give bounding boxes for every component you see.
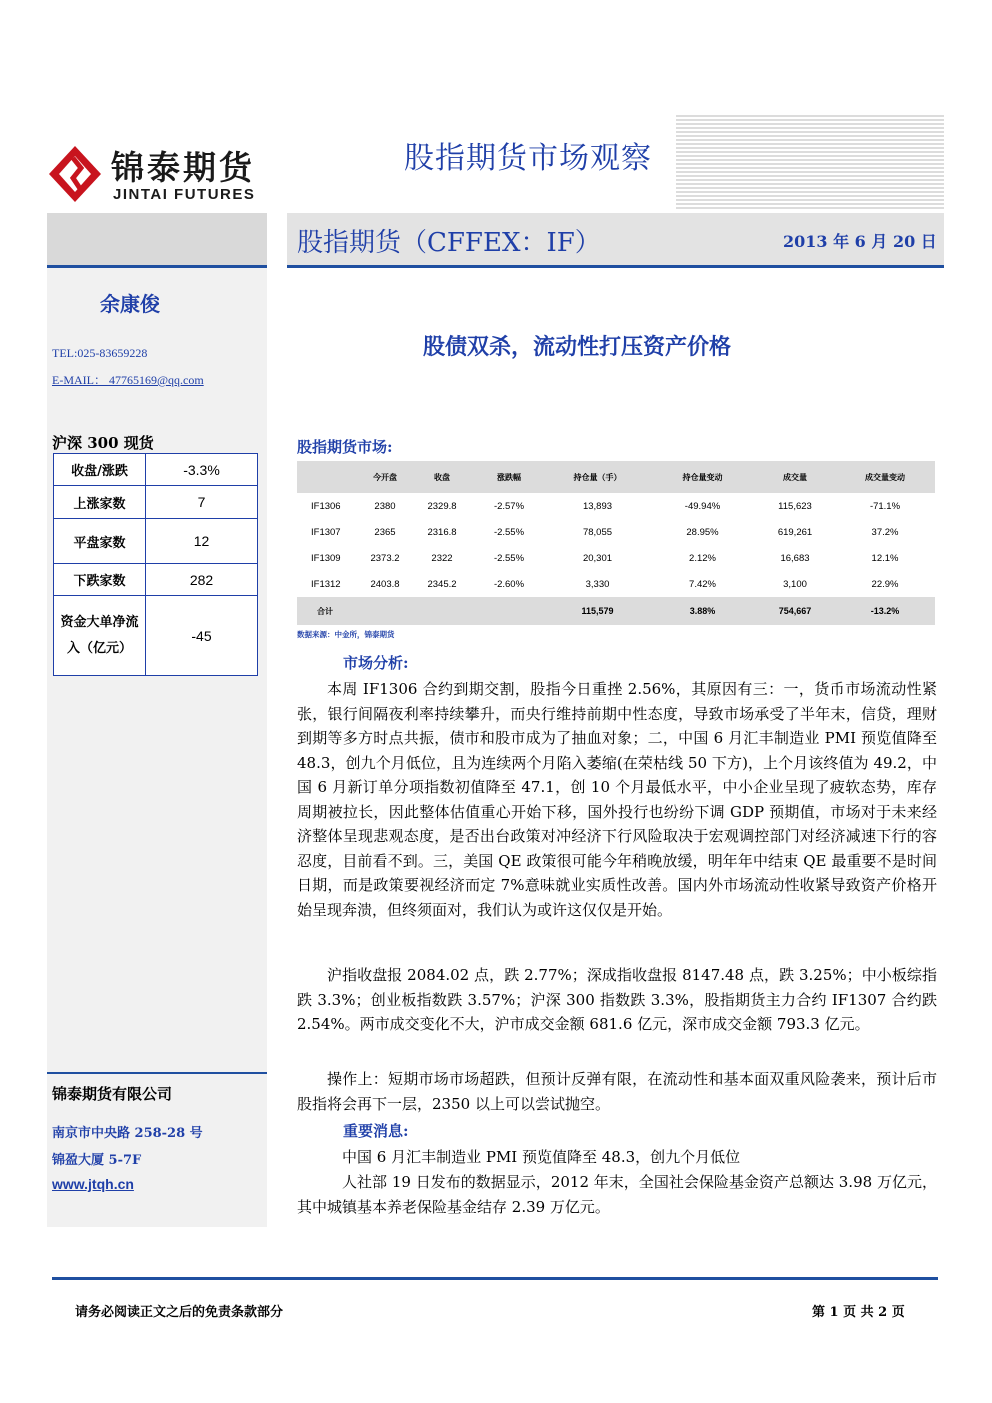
table-cell: -2.55% (493, 526, 525, 538)
table-cell: 2345.2 (427, 578, 457, 590)
table-cell: -49.94% (684, 500, 721, 512)
table-cell: 2380 (374, 500, 396, 512)
table-cell: 2322 (431, 552, 453, 564)
table-row (297, 493, 935, 519)
analysis-paragraph: 沪指收盘报 2084.02 点，跌 2.77%；深成指收盘报 8147.48 点，跌 3.25%；中小板综指跌 3.3%；创业板指数跌 3.57%；沪深 300 指数跌 3.3%，股指期货主力合约 IF1307 合约跌 2.54%。两市成交变化不大，沪市成交金额 681.6 亿元，深市成交金额 793.3 亿元。 (297, 966, 937, 1033)
table-cell: 13,893 (582, 500, 613, 512)
csi-row (54, 564, 258, 596)
table-row (297, 519, 935, 545)
table-cell: IF1307 (311, 526, 341, 538)
column-header: 成交量 (755, 461, 835, 493)
analyst-tel: TEL:025-83659228 (52, 346, 148, 360)
table-cell: IF1306 (311, 500, 341, 512)
company-logo (47, 140, 277, 210)
table-cell: -2.60% (493, 578, 525, 590)
company-address-line2: 锦盈大厦 5-7F (52, 1153, 142, 1168)
analysis-paragraph: 本周 IF1306 合约到期交割，股指今日重挫 2.56%，其原因有三：一，货币市场流动性紧张，银行间隔夜利率持续攀升，而央行维持前期中性态度，导致市场承受了半年末，信贷，理财到期等多方时点共振，债市和股市成为了抽血对象；二，中国 6 月汇丰制造业 PMI 预览值降至 48.3，创九个月低位，且为连续两个月陷入萎缩(在荣枯线 50 下方)，上个月该终值为 49.2，中国 6 月新订单分项指数初值降至 47.1，创 10 个月最低水平，中小企业呈现了疲软态势，库存周期被拉长，因此整体估值重心开始下移，国外投行也纷纷下调 GDP 预期值，市场对于未来经济整体呈现悲观态度，是否出台政策对冲经济下行风险取决于宏观调控部门对经济减速下行的容忍度，目前看不到。三，美国 QE 政策很可能今年稍晚放缓，明年年中结束 QE 最重要不是时间日期，而是政策要视经济而定 7%意味就业实质性改善。国内外市场流动性收紧导致资产价格开始呈现奔溃，但终须面对，我们认为或许这仅仅是开始。 (297, 680, 937, 919)
table-cell: IF1312 (311, 578, 341, 590)
table-cell: -71.1% (869, 500, 901, 512)
table-cell: 3,330 (585, 578, 610, 590)
table-cell (359, 597, 411, 625)
csi-key: 资金大单净流入（亿元） (54, 596, 146, 676)
sidebar (47, 213, 267, 1227)
table-cell: 7.42% (689, 578, 716, 590)
report-date: 2013 年 6 月 20 日 (783, 232, 937, 251)
sidebar-divider (47, 1072, 267, 1074)
table-cell: 115,579 (545, 597, 650, 625)
table-header-row (297, 461, 935, 493)
csi-key: 上涨家数 (54, 486, 146, 519)
column-header: 持仓量（手） (545, 461, 650, 493)
column-header: 涨跌幅 (473, 461, 545, 493)
table-cell: 合计 (297, 597, 359, 625)
table-cell: 20,301 (582, 552, 613, 564)
csi-value: 282 (146, 564, 258, 596)
report-title: 股指期货市场观察 (404, 141, 652, 176)
header-decoration (676, 115, 944, 210)
csi-value: 12 (146, 519, 258, 564)
table-cell: 2373.2 (370, 552, 400, 564)
table-cell: 37.2% (871, 526, 899, 538)
csi300-table (53, 453, 258, 676)
news-item: 中国 6 月汇丰制造业 PMI 预览值降至 48.3，创九个月低位 (342, 1148, 741, 1166)
article-headline: 股债双杀，流动性打压资产价格 (422, 334, 731, 360)
logo-chinese-text: 锦泰期货 (111, 148, 255, 187)
sidebar-header-bar (47, 213, 267, 268)
table-cell: IF1309 (311, 552, 341, 564)
csi-key: 下跌家数 (54, 564, 146, 596)
analysis-paragraph: 操作上：短期市场市场超跌，但预计反弹有限，在流动性和基本面双重风险袭来，预计后市股指将会再下一层，2350 以上可以尝试抛空。 (297, 1070, 937, 1113)
jintai-logo-icon (47, 144, 103, 204)
table-cell: 2.12% (689, 552, 716, 564)
table-total-row (297, 597, 935, 625)
company-name: 锦泰期货有限公司 (52, 1085, 173, 1103)
table-cell: 2316.8 (427, 526, 457, 538)
analysis-section-label: 市场分析: (343, 654, 409, 672)
table-cell: 12.1% (871, 552, 899, 564)
table-cell: 78,055 (582, 526, 613, 538)
data-source-note: 数据来源：中金所，锦泰期货 (297, 630, 395, 639)
table-cell: 3.88% (650, 597, 755, 625)
table-cell: -13.2% (835, 597, 935, 625)
company-address-line1: 南京市中央路 258-28 号 (52, 1126, 203, 1141)
footer-page-number: 第 1 页 共 2 页 (812, 1305, 905, 1320)
column-header: 成交量变动 (835, 461, 935, 493)
csi-key: 收盘/涨跌 (54, 454, 146, 486)
table-cell: 619,261 (777, 526, 813, 538)
logo-english-text: JINTAI FUTURES (113, 186, 256, 203)
footer-divider (52, 1277, 938, 1280)
company-website-link[interactable]: www.jtqh.cn (52, 1176, 134, 1192)
market-section-label: 股指期货市场: (297, 438, 393, 456)
footer-disclaimer: 请务必阅读正文之后的免责条款部分 (75, 1305, 284, 1320)
futures-table (297, 461, 935, 625)
table-cell: 2329.8 (427, 500, 457, 512)
contract-label: 股指期货（CFFEX：IF） (297, 228, 601, 258)
table-cell: 22.9% (871, 578, 899, 590)
table-row (297, 571, 935, 597)
table-cell: 2403.8 (370, 578, 400, 590)
table-cell (411, 597, 473, 625)
table-cell: 28.95% (686, 526, 719, 538)
column-header: 收盘 (411, 461, 473, 493)
analyst-email-link[interactable]: E-MAIL： 47765169@qq.com (52, 373, 204, 387)
table-row (297, 545, 935, 571)
table-cell: 3,100 (783, 578, 807, 590)
csi-value: 7 (146, 486, 258, 519)
table-cell: 115,623 (778, 500, 812, 512)
column-header: 今开盘 (359, 461, 411, 493)
analyst-name: 余康俊 (100, 292, 160, 316)
csi-key: 平盘家数 (54, 519, 146, 564)
csi-row (54, 486, 258, 519)
column-header: 持仓量变动 (650, 461, 755, 493)
csi-row (54, 596, 258, 676)
table-cell: 16,683 (780, 552, 810, 564)
table-cell: -2.57% (493, 500, 525, 512)
csi-value: -3.3% (146, 454, 258, 486)
csi-row (54, 519, 258, 564)
column-header (297, 461, 359, 493)
table-cell: 754,667 (755, 597, 835, 625)
news-item: 人社部 19 日发布的数据显示，2012 年末，全国社会保险基金资产总额达 3.98 万亿元，其中城镇基本养老保险基金结存 2.39 万亿元。 (297, 1173, 937, 1216)
table-cell (473, 597, 545, 625)
csi300-title: 沪深 300 现货 (52, 434, 154, 452)
table-cell: 2365 (374, 526, 396, 538)
csi-value: -45 (146, 596, 258, 676)
table-cell: -2.55% (493, 552, 525, 564)
news-section-label: 重要消息: (343, 1122, 409, 1140)
csi-row (54, 454, 258, 486)
